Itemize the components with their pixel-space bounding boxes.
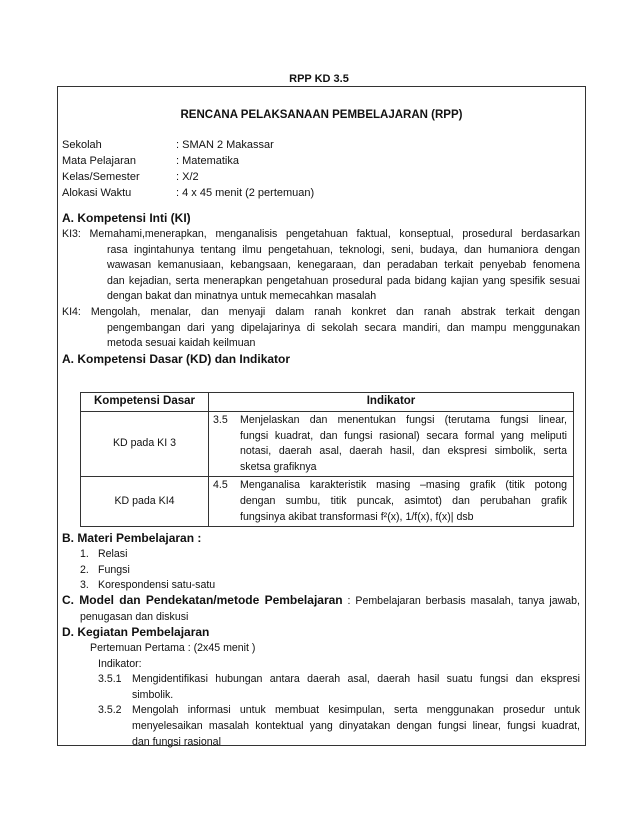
indikator-cell bbox=[209, 412, 574, 477]
ki4-line: pengembangan dari yang dipelajarinya di sekolah secara mandiri, dan mampu menggunakan bbox=[107, 321, 580, 334]
indikator-line bbox=[213, 478, 567, 494]
list-text: Relasi bbox=[98, 548, 128, 560]
ki4-line: KI4: Mengolah, menalar, dan menyaji dalam ranah konkret dan ranah abstrak terkait dengan bbox=[62, 306, 580, 318]
list-item bbox=[80, 578, 215, 594]
kegiatan-line: dan fungsi rasional bbox=[132, 735, 221, 748]
kegiatan-line: Mengidentifikasi hubungan antara daerah asal, daerah hasil suatu fungsi dan ekspresi bbox=[132, 673, 580, 686]
table-header-row bbox=[81, 393, 574, 412]
list-text: Korespondensi satu-satu bbox=[98, 579, 216, 592]
ki4-paragraph bbox=[62, 305, 580, 352]
info-value: : X/2 bbox=[176, 171, 199, 183]
indikator-cell bbox=[209, 477, 574, 527]
ki3-line: dengan bakat dan minatnya untuk memecahkan masalah bbox=[107, 290, 377, 303]
section-heading-kd: A. Kompetensi Dasar (KD) dan Indikator bbox=[62, 352, 291, 366]
info-value: : Matematika bbox=[176, 155, 239, 167]
indikator-line: sketsa grafiknya bbox=[240, 460, 317, 473]
info-label: Mata Pelajaran bbox=[62, 155, 136, 167]
ki3-line: wawasan kemanusiaan, kebangsaan, kenegaraan, dan peradaban terkait penyebab fenomena bbox=[107, 259, 580, 272]
section-heading-ki: A. Kompetensi Inti (KI) bbox=[62, 211, 191, 225]
ki4-line: metoda sesuai kaidah keilmuan bbox=[107, 337, 256, 350]
kegiatan-block bbox=[90, 641, 580, 750]
info-row-alokasi bbox=[62, 186, 314, 202]
info-label: Sekolah bbox=[62, 139, 102, 151]
kegiatan-item bbox=[90, 703, 580, 750]
materi-list bbox=[80, 547, 215, 594]
indikator-number: 3.5 bbox=[213, 414, 228, 426]
pertemuan-label: Pertemuan Pertama : (2x45 menit ) bbox=[90, 642, 256, 654]
page-title: RENCANA PELAKSANAAN PEMBELAJARAN (RPP) bbox=[180, 109, 463, 121]
list-text: Fungsi bbox=[98, 563, 130, 576]
model-paragraph bbox=[62, 593, 580, 625]
model-text: : Pembelajaran berbasis masalah, tanya jawab, bbox=[342, 595, 580, 607]
table-row bbox=[81, 412, 574, 477]
ki3-line: KI3: Memahami,menerapkan, menganalisis pengetahuan faktual, konseptual, prosedural berdasarkan bbox=[62, 228, 580, 240]
kegiatan-line: simbolik. bbox=[132, 688, 174, 701]
section-heading-kegiatan: D. Kegiatan Pembelajaran bbox=[62, 625, 210, 639]
info-block bbox=[62, 138, 314, 202]
kegiatan-line: menyelesaikan masalah kontektual yang dinyatakan dengan fungsi linear, fungsi kuadrat, bbox=[132, 719, 580, 732]
indikator-line: notasi, daerah asal, daerah hasil, dan ekspresi simbolik, serta bbox=[240, 445, 567, 458]
indikator-line: fungsinya akibat transformasi f²(x), 1/f(x), f(x)| dsb bbox=[240, 510, 474, 523]
list-item bbox=[80, 563, 215, 579]
indikator-line: dengan sumbu, titik puncak, asimtot) dan perubahan grafik bbox=[240, 494, 567, 507]
info-label: Alokasi Waktu bbox=[62, 187, 132, 199]
kegiatan-number: 3.5.2 bbox=[98, 704, 122, 717]
indikator-text: Menganalisa karakteristik masing –masing grafik (titik potong bbox=[240, 479, 567, 492]
indikator-number: 4.5 bbox=[213, 479, 228, 492]
indikator-line bbox=[213, 413, 567, 429]
ki3-line: dan kejadian, serta menerapkan pengetahuan prosedural pada bidang kajian yang spesifik sesuai bbox=[107, 274, 580, 287]
table-row bbox=[81, 477, 574, 527]
info-value: : SMAN 2 Makassar bbox=[176, 139, 274, 151]
list-number: 3. bbox=[80, 579, 89, 592]
info-label: Kelas/Semester bbox=[62, 171, 140, 183]
section-heading-model: C. Model dan Pendekatan/metode Pembelajaran bbox=[62, 593, 343, 607]
kegiatan-line: Mengolah informasi untuk membuat kesimpulan, serta menggunakan prosedur untuk bbox=[132, 704, 580, 717]
indikator-text: Menjelaskan dan menentukan fungsi (terutama fungsi linear, bbox=[240, 414, 567, 426]
kegiatan-number: 3.5.1 bbox=[98, 673, 122, 686]
list-item bbox=[80, 547, 215, 563]
info-row-kelas bbox=[62, 170, 314, 186]
section-heading-materi: B. Materi Pembelajaran : bbox=[62, 531, 202, 545]
info-row-mapel bbox=[62, 154, 314, 170]
model-line bbox=[62, 593, 580, 610]
document-header: RPP KD 3.5 bbox=[289, 73, 349, 85]
info-value: : 4 x 45 menit (2 pertemuan) bbox=[176, 187, 315, 199]
list-number: 1. bbox=[80, 548, 89, 560]
model-line: penugasan dan diskusi bbox=[80, 610, 189, 623]
kd-cell: KD pada KI 3 bbox=[81, 412, 209, 477]
kd-cell: KD pada KI4 bbox=[81, 477, 209, 527]
indikator-label: Indikator: bbox=[98, 657, 142, 670]
col-header-kd: Kompetensi Dasar bbox=[81, 393, 209, 412]
list-number: 2. bbox=[80, 563, 89, 576]
ki3-paragraph bbox=[62, 227, 580, 305]
ki3-line: rasa ingintahunya tentang ilmu pengetahuan, teknologi, seni, budaya, dan humaniora dengan bbox=[107, 243, 580, 256]
kegiatan-item bbox=[90, 672, 580, 703]
col-header-indikator: Indikator bbox=[209, 393, 574, 412]
indikator-line: fungsi kuadrat, dan fungsi rasional) secara formal yang meliputi bbox=[240, 429, 567, 442]
kd-indikator-table bbox=[80, 392, 574, 527]
info-row-sekolah bbox=[62, 138, 314, 154]
